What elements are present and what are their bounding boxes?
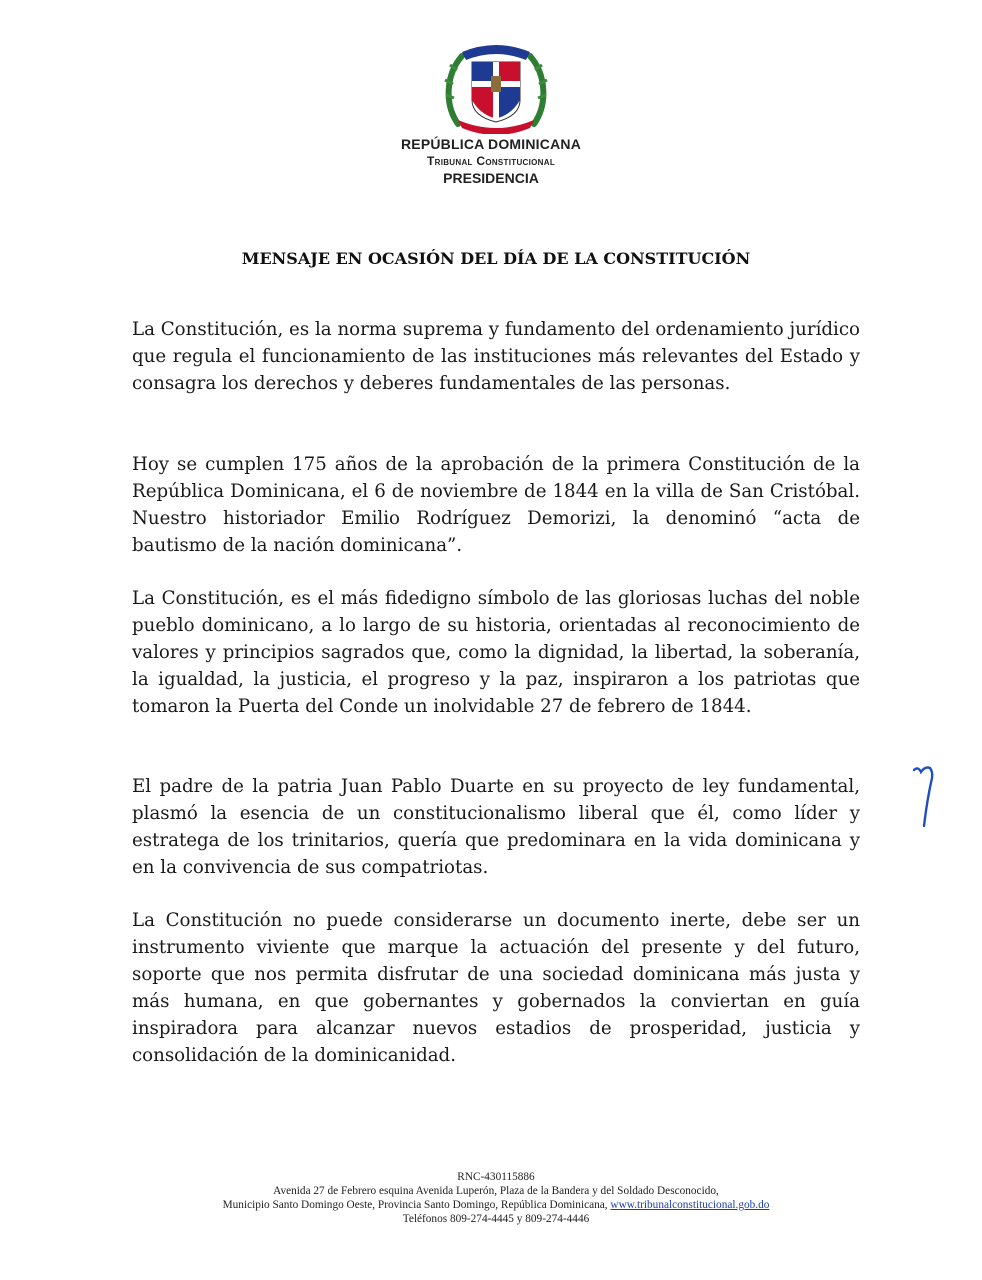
paragraph-text: La Constitución no puede considerarse un documento inerte, debe ser un instrumento viviente que marque la actuación del presente y del futuro, soporte que nos permita disfrutar de una sociedad dominicana más justa y más humana, en que gobernantes y gobernados la conviertan en guía inspiradora para alcanzar nuevos estadios de prosperidad, justicia y consolidación de la dominicanidad.	[132, 910, 860, 1066]
footer-address-2	[0, 1198, 982, 1212]
paragraph-text: Hoy se cumplen 175 años de la aprobación de la primera Constitución de la República Dominicana, el 6 de noviembre de 1844 en la villa de San Cristóbal. Nuestro historiador Emilio Rodríguez Demorizi, la denominó “acta de bautismo de la nación dominicana”.	[132, 454, 860, 556]
paragraph-text: La Constitución, es el más fidedigno símbolo de las gloriosas luchas del noble pueblo dominicano, a lo largo de su historia, orientadas al reconocimiento de valores y principios sagrados que, como la dignidad, la libertad, la soberanía, la igualdad, la justicia, el progreso y la paz, inspiraron a los patriotas que tomaron la Puerta del Conde un inolvidable 27 de febrero de 1844.	[132, 588, 860, 717]
institution-name: Tribunal Constitucional	[427, 154, 555, 168]
coat-of-arms-icon	[440, 38, 552, 134]
paragraph-3	[132, 585, 860, 720]
footer	[0, 1170, 982, 1226]
footer-address-2-text: Municipio Santo Domingo Oeste, Provincia Santo Domingo, República Dominicana,	[222, 1199, 608, 1211]
paragraph-text: El padre de la patria Juan Pablo Duarte en su proyecto de ley fundamental, plasmó la esencia de un constitucionalismo liberal que él, como líder y estratega de los trinitarios, quería que predominara en la vida dominicana y en la convivencia de sus compatriotas.	[132, 776, 860, 878]
footer-address-1: Avenida 27 de Febrero esquina Avenida Luperón, Plaza de la Bandera y del Soldado Desconocido,	[273, 1185, 719, 1197]
footer-rnc: RNC-430115886	[457, 1171, 535, 1183]
website-link[interactable]: www.tribunalconstitucional.gob.do	[610, 1199, 770, 1211]
handwritten-initial-mark	[912, 764, 938, 830]
paragraph-text: La Constitución, es la norma suprema y fundamento del ordenamiento jurídico que regula el funcionamiento de las instituciones más relevantes del Estado y consagra los derechos y deberes fundamentales de las personas.	[132, 319, 860, 394]
paragraph-5	[132, 907, 860, 1069]
country-name: REPÚBLICA DOMINICANA	[400, 136, 582, 152]
footer-phones: Teléfonos 809-274-4445 y 809-274-4446	[402, 1213, 590, 1225]
paragraph-1	[132, 316, 860, 397]
paragraph-4	[132, 773, 860, 881]
office-name: PRESIDENCIA	[443, 170, 539, 186]
document-title: MENSAJE EN OCASIÓN DEL DÍA DE LA CONSTITUCIÓN	[241, 249, 751, 268]
paragraph-2	[132, 451, 860, 559]
